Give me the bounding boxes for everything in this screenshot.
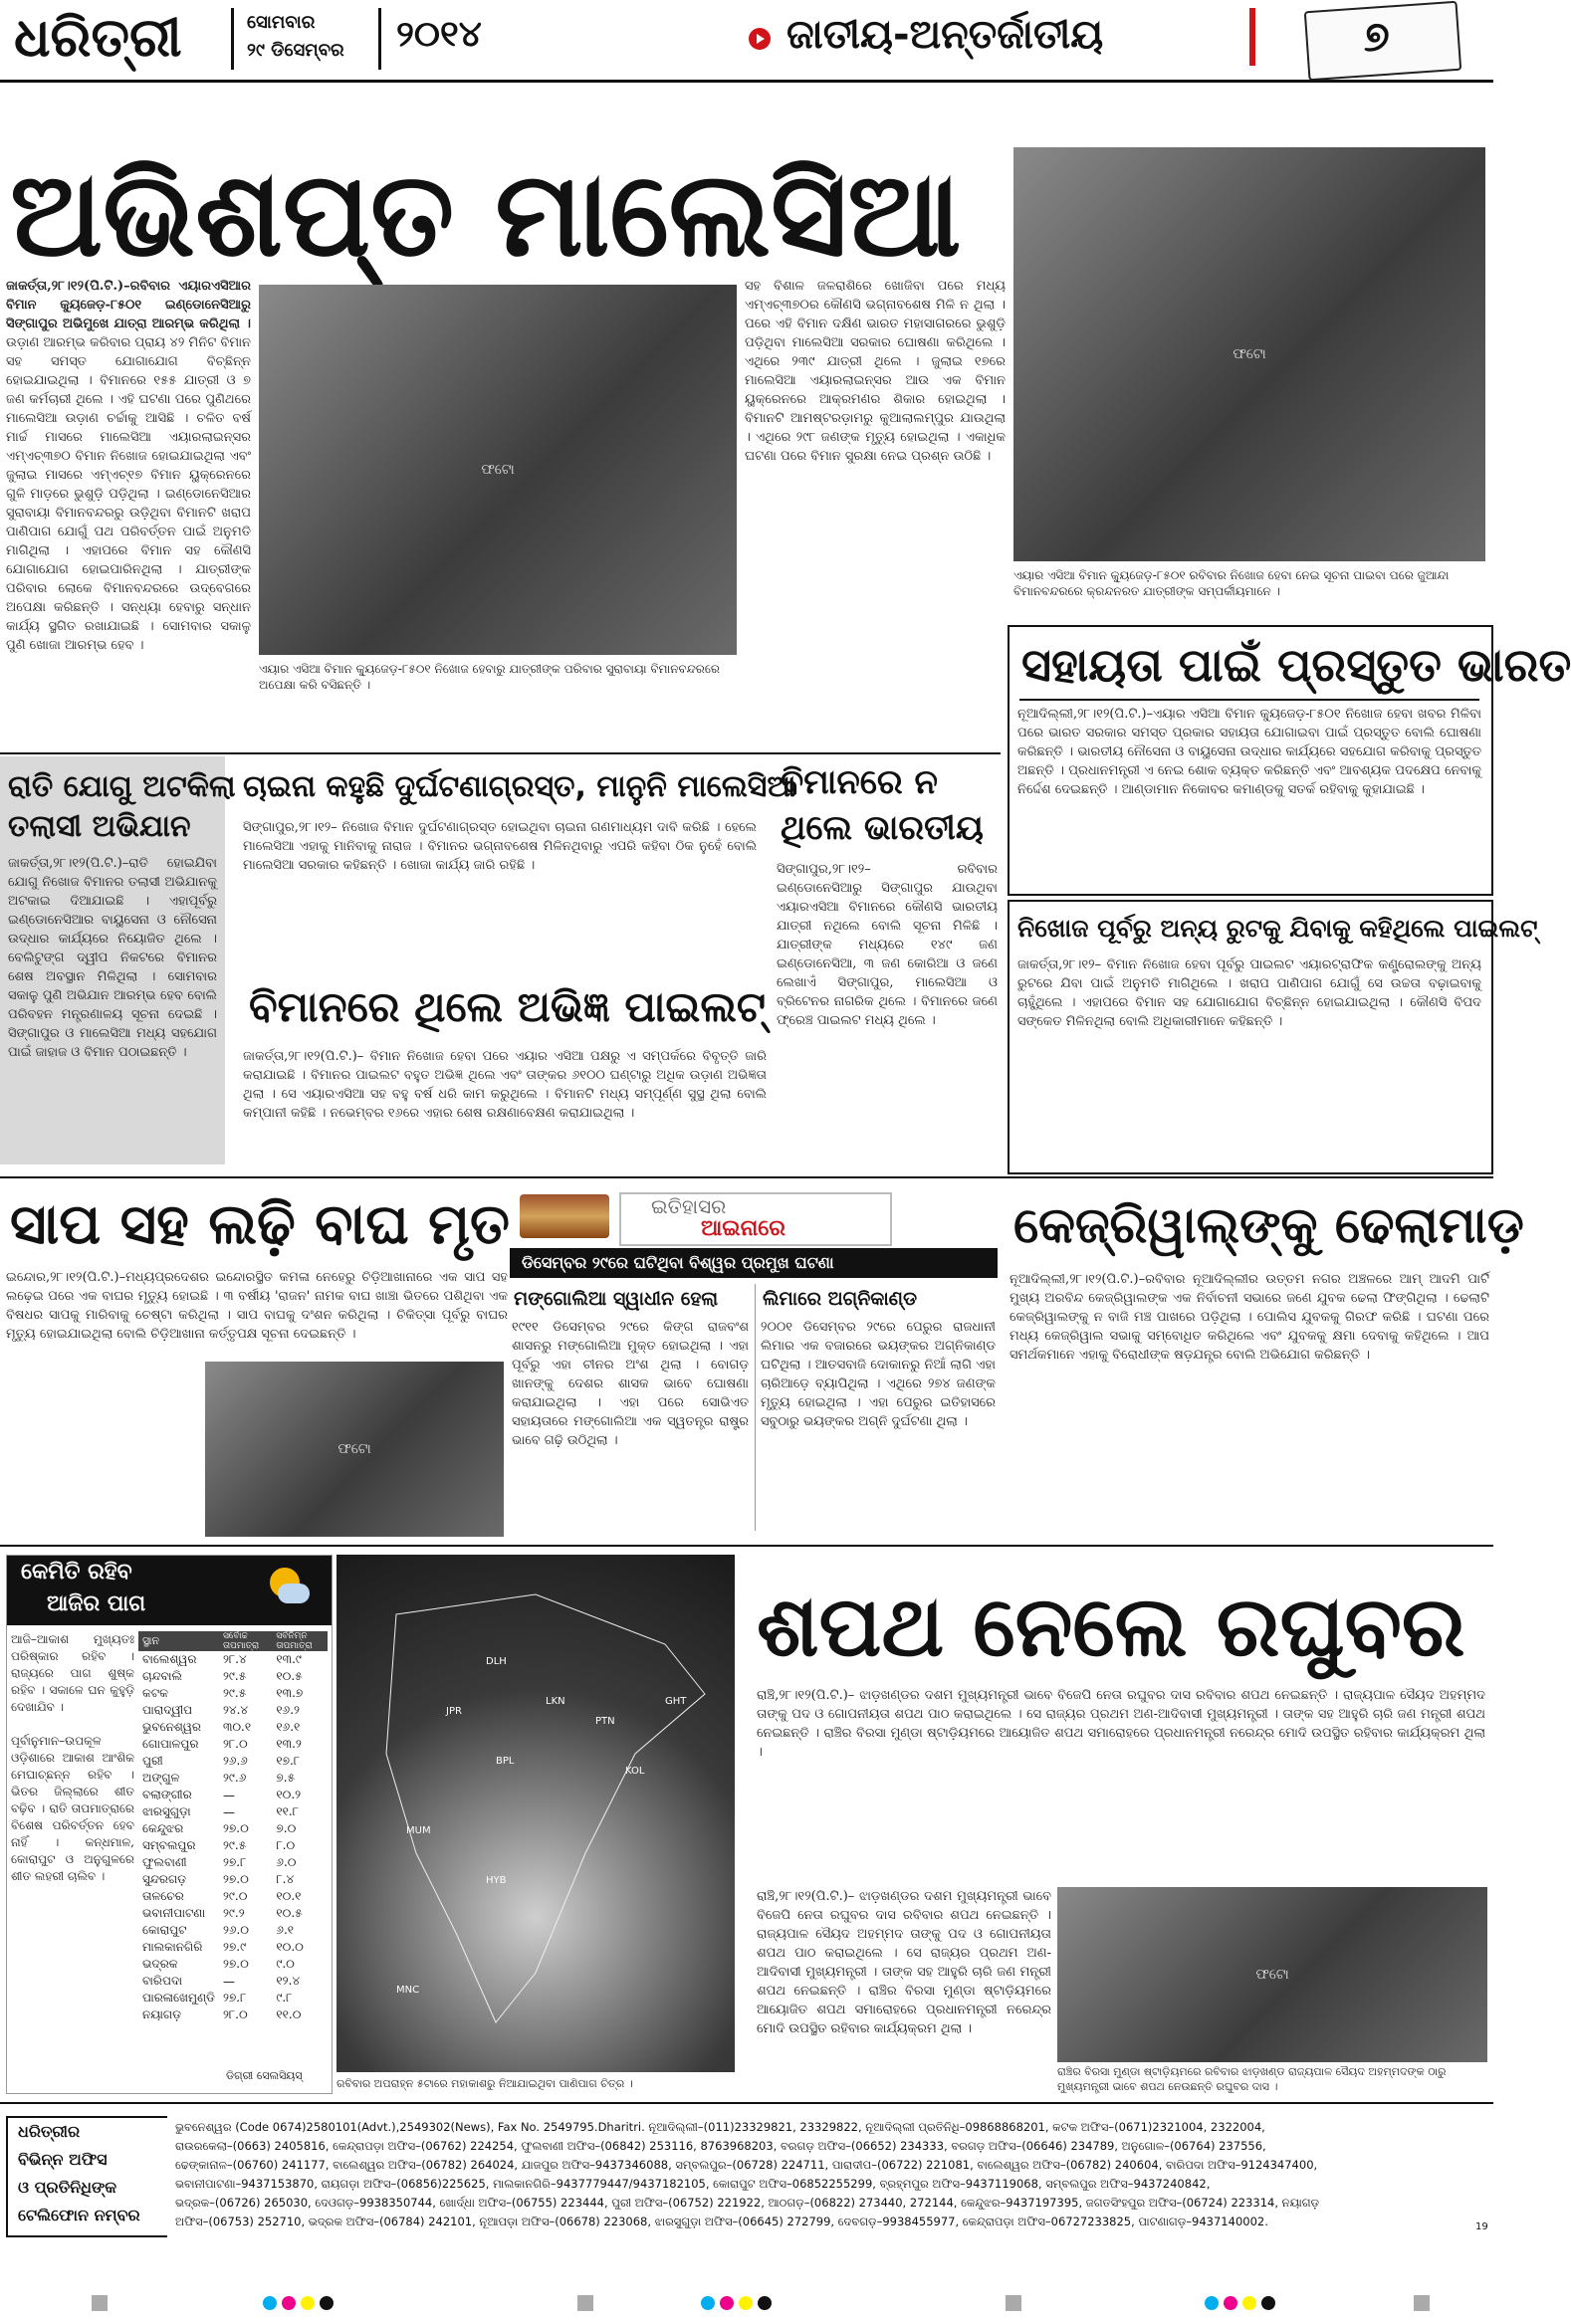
masthead (0, 0, 1493, 82)
weather-row (138, 1905, 328, 1922)
no-indians-headline-2: ଥିଲେ ଭାରତୀୟ (781, 808, 984, 848)
weather-max: ୩୦.୧ (222, 1720, 252, 1734)
tiger-headline: ସାପ ସହ ଲଢ଼ି ବାଘ ମୃତ (10, 1192, 510, 1257)
history-banner (619, 1192, 892, 1246)
lead-headline: ଅଭିଶପ୍ତ ମାଲେସିଆ (10, 145, 962, 283)
weather-min: ୧୧.୦ (276, 2007, 302, 2021)
weather-min: ୧୦.୨ (276, 1788, 302, 1801)
weather-min: ୧୦.୫ (276, 1906, 303, 1920)
footer-title-1: ଧରିତ୍ରୀର (18, 2122, 81, 2141)
section-title: ଜାତୀୟ-ଅନ୍ତର୍ଜାତୀୟ (786, 12, 1104, 58)
lead-photo-caption: ଏୟାର ଏସିଆ ବିମାନ କ୍ୟୁଜେଡ଼-୮୫୦୧ ନିଖୋଜ ହେବାରୁ ଯାତ୍ରୀଙ୍କ ପରିବାର ସୁରାବାୟା ବିମାନବନ୍ଦରରେ ଅପେକ୍ଷା କରି ବସିଛନ୍ତି । (259, 662, 720, 692)
weather-max: — (222, 1804, 235, 1819)
footer-page-no: 19 (1475, 2221, 1488, 2232)
satellite-map (337, 1555, 735, 2072)
weather-max: ୨୮.୦ (222, 2007, 248, 2021)
lead-photo-passengers (259, 285, 737, 655)
pilot-headline: ବିମାନରେ ଥିଲେ ଅଭିଜ୍ଞ ପାଇଲଟ୍ (249, 982, 767, 1031)
weather-forecast-outlook: ପୂର୍ବାନୁମାନ–ଉପକୂଳ ଓଡ଼ିଶାରେ ଆକାଶ ଆଂଶିକ ମେଘାଚ୍ଛନ୍ନ ରହିବ । ଭିତର ଜିଲ୍ଲାରେ ଶୀତ ବଢ଼ିବ । ରାତି ତାପମାତ୍ରାରେ ବିଶେଷ ପରିବର୍ତ୍ତନ ହେବ ନାହିଁ । କନ୍ଧମାଳ, କୋରାପୁଟ ଓ ଅନୁଗୁଳରେ ଶୀତ ଲହରୀ ଚାଲିବ । (11, 1734, 134, 1883)
play-icon (749, 28, 771, 50)
weather-title-1: କେମିତି ରହିବ (21, 1560, 132, 1585)
history-banner-bottom: ଆଇନାରେ (701, 1216, 786, 1241)
tiger-photo (205, 1362, 504, 1537)
sun-cloud-icon (264, 1566, 310, 1611)
weather-min: ୧୧.୮ (276, 1804, 299, 1818)
weather-min: ୬.୧ (276, 1923, 295, 1937)
weather-max: ୨୭.୮ (222, 1855, 247, 1869)
weather-row (138, 1651, 328, 1668)
weather-max: ୨୯.୨ (222, 1906, 245, 1920)
weather-place: ଭୁବନେଶ୍ୱର (142, 1720, 201, 1734)
footer-title-4: ଟେଲିଫୋନ ନମ୍ବର (18, 2206, 140, 2224)
weather-col-min: ସର୍ବନିମ୍ନ ତାପମାତ୍ରା (272, 1631, 328, 1651)
weather-place: ଗୋପାଳପୁର (142, 1737, 199, 1751)
pilot-body: ଜାକର୍ତ୍ତା,୨୮।୧୨(ପି.ଟି.)– ବିମାନ ନିଖୋଜ ହେବା ପରେ ଏୟାର ଏସିଆ ପକ୍ଷରୁ ଏ ସମ୍ପର୍କରେ ବିବୃତ୍ତି ଜାରି କରାଯାଇଛି । ବିମାନର ପାଇଲଟ ବହୁତ ଅଭିଜ୍ଞ ଥିଲେ ଏବଂ ତାଙ୍କର ୬୧୦୦ ଘଣ୍ଟାରୁ ଅଧିକ ଉଡ଼ାଣ ଅଭିଜ୍ଞତା ଥିଲା । ସେ ଏୟାରଏସିଆ ସହ ବହୁ ବର୍ଷ ଧରି କାମ କରୁଥିଲେ । ବିମାନଟି ମଧ୍ୟ ସମ୍ପୂର୍ଣ୍ଣ ସୁସ୍ଥ ଥିଲା ବୋଲି କମ୍ପାନୀ କହିଛି । ନଭେମ୍ବର ୧୬ରେ ଏହାର ଶେଷ ରକ୍ଷଣାବେକ୍ଷଣ କରାଯାଇଥିଲା । (243, 1049, 767, 1121)
footer-contacts (0, 2112, 1493, 2237)
footer-contact-line: ଭୁବନେଶ୍ୱର (Code 0674)2580101(Advt.),2549302(News), Fax No. 2549795.Dharitri. ନୂଆଦିଲ୍ଲୀ–(011)23329821, 23329822, ନୂଆଦିଲ୍ଲୀ ପ୍ରତିନିଧି–09868868201, କଟକ ଅଫିସ–(0671)2321004, 2322004, (175, 2120, 1265, 2134)
weather-max: ୨୭.୦ (222, 1872, 249, 1886)
weather-max: ୨୭.୮ (222, 1991, 247, 2005)
history-subtitle: ଡିସେମ୍ବର ୨୯ରେ ଘଟିଥିବା ବିଶ୍ୱର ପ୍ରମୁଖ ଘଟଣା (510, 1248, 998, 1278)
weather-min: ୧୩.୭ (276, 1686, 304, 1700)
weather-row (138, 1753, 328, 1770)
oath-body-left (757, 1887, 1051, 2094)
weather-unit-note: ଡିଗ୍ରୀ ସେଲସିୟସ୍ (226, 2069, 303, 2082)
weather-row (138, 2007, 328, 2023)
weather-place: ତାଳଚେର (142, 1889, 184, 1903)
oath-body: ରାଞ୍ଚି,୨୮।୧୨(ପି.ଟି.)– ଝାଡ଼ଖଣ୍ଡର ଦଶମ ମୁଖ୍ୟମନ୍ତ୍ରୀ ଭାବେ ବିଜେପି ନେତା ରଘୁବର ଦାସ ରବିବାର ଶପଥ ନେଇଛନ୍ତି । ରାଜ୍ୟପାଳ ସୈୟଦ ଅହମ୍ମଦ ତାଙ୍କୁ ପଦ ଓ ଗୋପନୀୟତା ଶପଥ ପାଠ କରାଇଥିଲେ । ସେ ରାଜ୍ୟର ପ୍ରଥମ ଅଣ-ଆଦିବାସୀ ମୁଖ୍ୟମନ୍ତ୍ରୀ । ତାଙ୍କ ସହ ଆହୁରି ଚାରି ଜଣ ମନ୍ତ୍ରୀ ଶପଥ ନେଇଛନ୍ତି । ରାଞ୍ଚିର ବିରସା ମୁଣ୍ଡା ଷ୍ଟାଡ଼ିୟମରେ ଆୟୋଜିତ ଶପଥ ସମାରୋହରେ ପ୍ରଧାନମନ୍ତ୍ରୀ ନରେନ୍ଦ୍ର ମୋଦି ଉପସ୍ଥିତ ରହିବାର କାର୍ଯ୍ୟକ୍ରମ ଥିଲା । (757, 1688, 1485, 1760)
weather-max: — (222, 1974, 235, 1989)
pilot-route-headline: ନିଖୋଜ ପୂର୍ବରୁ ଅନ୍ୟ ରୁଟକୁ ଯିବାକୁ କହିଥିଲେ ପାଇଲଟ୍ (1017, 914, 1538, 943)
weather-row (138, 1668, 328, 1685)
weather-max: ୨୯.୬ (222, 1771, 247, 1785)
lead-body: ଉଡ଼ାଣ ଆରମ୍ଭ କରିବାର ପ୍ରାୟ ୪୨ ମିନିଟ ବିମାନ ସହ ସମସ୍ତ ଯୋଗାଯୋଗ ବିଚ୍ଛିନ୍ନ ହୋଇଯାଇଥିଲା । ବିମାନରେ ୧୫୫ ଯାତ୍ରୀ ଓ ୭ ଜଣ କର୍ମଚାରୀ ଥିଲେ । ଏହି ଘଟଣା ପରେ ପୁଣିଥରେ ମାଲେସିଆ ଉଡ଼ାଣ ଚର୍ଚ୍ଚାକୁ ଆସିଛି । ଚଳିତ ବର୍ଷ ମାର୍ଚ୍ଚ ମାସରେ ମାଲେସିଆ ଏୟାରଲାଇନ୍ସର ଏମ୍ଏଚ୍୩୭୦ ବିମାନ ନିଖୋଜ ହୋଇଯାଇଥିଲା ଏବଂ ଜୁଲାଇ ମାସରେ ଏମ୍ଏଚ୍୧୭ ବିମାନ ୟୁକ୍ରେନରେ ଗୁଳି ମାଡ଼ରେ ଭୁଶୁଡ଼ି ପଡ଼ିଥିଲା । ଇଣ୍ଡୋନେସିଆର ସୁରାବାୟା ବିମାନବନ୍ଦରରୁ ଉଡ଼ିଥିବା ବିମାନଟି ଖରାପ ପାଣିପାଗ ଯୋଗୁଁ ପଥ ପରିବର୍ତ୍ତନ ପାଇଁ ଅନୁମତି ମାଗିଥିଲା । ଏହାପରେ ବିମାନ ସହ କୌଣସି ଯୋଗାଯୋଗ ହୋଇପାରିନଥିଲା । ଯାତ୍ରୀଙ୍କ ପରିବାର ଲୋକେ ବିମାନବନ୍ଦରରେ ଉଦ୍‌ବେଗରେ ଅପେକ୍ଷା କରିଛନ୍ତି । ସନ୍ଧ୍ୟା ହେବାରୁ ସନ୍ଧାନ କାର୍ଯ୍ୟ ସ୍ଥଗିତ ରଖାଯାଇଛି । ସୋମବାର ସକାଳୁ ପୁଣି ଖୋଜା ଆରମ୍ଭ ହେବ । (6, 335, 251, 653)
footer-contact-line: ଭଦ୍ରକ–(06726) 265030, ଦେଓଗଡ଼–9938350744, ଖୋର୍ଦ୍ଧା ଅଫିସ–(06755) 223444, ପୁରୀ ଅଫିସ–(06752) 221922, ଆଠଗଡ଼–(06822) 273440, 272144, କେନ୍ଦୁଝର–9437197395, ଜଗତସିଂହପୁର ଅଫିସ–(06724) 223314, ନୟାଗଡ଼ (175, 2196, 1320, 2210)
footer-title-box (6, 2116, 167, 2237)
footer-contact-line: ଅଫିସ–(06753) 252710, ଭଦ୍ରକ ଅଫିସ–(06784) 242101, ନୂଆପଡ଼ା ଅଫିସ–(06678) 223068, ଝାରସୁଗୁଡ଼ା ଅଫିସ–(06645) 272799, ଦେବଗଡ଼–9938455977, କେନ୍ଦ୍ରାପଡ଼ା ଅଫିସ–06727233825, ପାଟଣାଗଡ଼–9437140002. (175, 2215, 1268, 2228)
weather-title-bar (7, 1556, 332, 1625)
map-city-label: MNC (396, 1985, 420, 1996)
footer-contact-line: ରାଉରକେଲା–(0663) 2405816, କେନ୍ଦ୍ରାପଡ଼ା ଅଫିସ–(06762) 224254, ଫୁଲବାଣୀ ଅଫିସ–(06842) 253116, 8763968203, ବରଗଡ଼ ଅଫିସ–(06652) 234333, ବରଗଡ଼ ଅଫିସ–(06646) 234789, ଅନୁଗୋଳ–(06764) 237556, (175, 2139, 1266, 2153)
weather-max: ୨୭.୦ (222, 1957, 249, 1971)
lead-dateline: ଜାକର୍ତ୍ତା,୨୮।୧୨(ପି.ଟି.)–ରବିବାର ଏୟାରଏସିଆର ବିମାନ କ୍ୟୁଜେଡ଼-୮୫୦୧ ଇଣ୍ଡୋନେସିଆରୁ ସିଙ୍ଗାପୁର ଅଭିମୁଖେ ଯାତ୍ରା ଆରମ୍ଭ କରିଥିଲା । (6, 279, 251, 331)
weather-row (138, 1837, 328, 1854)
weather-place: ପୁରୀ (142, 1754, 163, 1768)
oath-headline: ଶପଥ ନେଲେ ରଘୁବର (757, 1578, 1465, 1675)
weather-max: — (222, 1788, 235, 1802)
weather-place: ଭବାନୀପାଟଣା (142, 1906, 206, 1920)
photo-label: ଫଟୋ (337, 1441, 371, 1457)
no-indians-headline-1: ବିମାନରେ ନ (781, 762, 938, 802)
weather-row (138, 1685, 328, 1702)
history-banner-top: ଇତିହାସର (651, 1194, 727, 1218)
weather-place: ଝାରସୁଗୁଡ଼ା (142, 1804, 191, 1818)
weather-min: ୭.୫ (276, 1771, 296, 1785)
weather-max: ୨୯.୫ (222, 1669, 247, 1683)
map-city-label: PTN (595, 1716, 615, 1727)
weather-max: ୨୮.୪ (222, 1652, 247, 1666)
weather-row (138, 1803, 328, 1820)
registration-marks (0, 2289, 1493, 2319)
weather-max: ୨୭.୯ (222, 1940, 247, 1954)
no-indians-body: ସିଙ୍ଗାପୁର,୨୮।୧୨– ରବିବାର ଇଣ୍ଡୋନେସିଆରୁ ସିଙ୍ଗାପୁର ଯାଉଥିବା ଏୟାରଏସିଆ ବିମାନରେ କୌଣସି ଭାରତୀୟ ଯାତ୍ରୀ ନଥିଲେ ବୋଲି ସୂଚନା ମିଳିଛି । ଯାତ୍ରୀଙ୍କ ମଧ୍ୟରେ ୧୪୯ ଜଣ ଇଣ୍ଡୋନେସିଆ, ୩ ଜଣ କୋରିଆ ଓ ଜଣେ ଲେଖାଏଁ ସିଙ୍ଗାପୁର, ମାଲେସିଆ ଓ ବ୍ରିଟେନର ନାଗରିକ ଥିଲେ । ବିମାନରେ ଜଣେ ଫ୍ରେଞ୍ଚ ପାଇଲଟ ମଧ୍ୟ ଥିଲେ । (777, 862, 998, 1028)
history-box (510, 1186, 998, 1537)
history-item-1-headline: ମଙ୍ଗୋଲିଆ ସ୍ୱାଧୀନ ହେଲା (514, 1288, 719, 1310)
weather-forecast (11, 1631, 134, 2085)
weather-place: କଟକ (142, 1686, 169, 1700)
weather-title-2: ଆଜିର ପାଗ (47, 1591, 146, 1616)
weather-place: ସମ୍ବଲପୁର (142, 1838, 196, 1852)
oath-photo (1057, 1887, 1487, 2062)
weather-min: ୧୦.୧ (276, 1889, 302, 1903)
weather-row (138, 1922, 328, 1939)
footer-title-3: ଓ ପ୍ରତିନିଧିଙ୍କ (18, 2178, 117, 2197)
oath-body-continued: ରାଞ୍ଚି,୨୮।୧୨(ପି.ଟି.)– ଝାଡ଼ଖଣ୍ଡର ଦଶମ ମୁଖ୍ୟମନ୍ତ୍ରୀ ଭାବେ ବିଜେପି ନେତା ରଘୁବର ଦାସ ରବିବାର ଶପଥ ନେଇଛନ୍ତି । ରାଜ୍ୟପାଳ ସୈୟଦ ଅହମ୍ମଦ ତାଙ୍କୁ ପଦ ଓ ଗୋପନୀୟତା ଶପଥ ପାଠ କରାଇଥିଲେ । ସେ ରାଜ୍ୟର ପ୍ରଥମ ଅଣ-ଆଦିବାସୀ ମୁଖ୍ୟମନ୍ତ୍ରୀ । ତାଙ୍କ ସହ ଆହୁରି ଚାରି ଜଣ ମନ୍ତ୍ରୀ ଶପଥ ନେଇଛନ୍ତି । ରାଞ୍ଚିର ବିରସା ମୁଣ୍ଡା ଷ୍ଟାଡ଼ିୟମରେ ଆୟୋଜିତ ଶପଥ ସମାରୋହରେ ପ୍ରଧାନମନ୍ତ୍ରୀ ନରେନ୍ଦ୍ର ମୋଦି ଉପସ୍ଥିତ ରହିବାର କାର୍ଯ୍ୟକ୍ରମ ଥିଲା । (757, 1889, 1051, 2036)
weather-min: ୯.୮ (276, 1991, 293, 2005)
china-body: ସିଙ୍ଗାପୁର,୨୮।୧୨– ନିଖୋଜ ବିମାନ ଦୁର୍ଘଟଣାଗ୍ରସ୍ତ ହୋଇଥିବା ଚାଇନା ଗଣମାଧ୍ୟମ ଦାବି କରିଛି । ହେଲେ ମାଲେସିଆ ଏହାକୁ ମାନିବାକୁ ନାରାଜ । ବିମାନର ଭଗ୍ନାବଶେଷ ମିଳିନଥିବାରୁ ଏପରି କହିବା ଠିକ ନୁହେଁ ବୋଲି ମାଲେସିଆ ସରକାର କହିଛନ୍ତି । ଖୋଜା କାର୍ଯ୍ୟ ଜାରି ରହିଛି । (243, 820, 757, 873)
oath-photo-caption: ରାଞ୍ଚିର ବିରସା ମୁଣ୍ଡା ଷ୍ଟାଡ଼ିୟମରେ ରବିବାର ଝାଡ଼ଖଣ୍ଡ ରାଜ୍ୟପାଳ ସୈୟଦ ଅହମ୍ମଦଙ୍କ ଠାରୁ ମୁଖ୍ୟମନ୍ତ୍ରୀ ଭାବେ ଶପଥ ନେଉଛନ୍ତି ରଘୁବର ଦାସ । (1057, 2065, 1447, 2093)
weather-forecast-today: ଆଜି–ଆକାଶ ମୁଖ୍ୟତଃ ପରିଷ୍କାର ରହିବ । ରାଜ୍ୟରେ ପାଗ ଶୁଷ୍କ ରହିବ । ସକାଳେ ଘନ କୁହୁଡ଼ି ଦେଖାଯିବ । (11, 1632, 134, 1714)
weather-min: ୧୩.୨ (276, 1737, 302, 1751)
weather-table (138, 1631, 328, 2023)
map-city-label: BPL (496, 1756, 515, 1767)
weather-max: ୨୯.୫ (222, 1838, 247, 1852)
footer-title-2: ବିଭିନ୍ନ ଅଫିସ (18, 2150, 108, 2169)
search-halted-headline-1: ରାତି ଯୋଗୁ ଅଟକିଲା (8, 769, 236, 804)
page-number: ୭ (1364, 12, 1390, 61)
weather-max: ୨୮.୦ (222, 1737, 248, 1751)
weather-min: ୬.୦ (276, 1855, 297, 1869)
map-city-label: MUM (406, 1825, 431, 1836)
map-city-label: GHT (665, 1696, 687, 1707)
photo-label: ଫଟୋ (1233, 346, 1266, 362)
photo-label: ଫଟୋ (481, 462, 515, 478)
weather-place: ଫୁଲବାଣୀ (142, 1855, 187, 1869)
map-city-label: DLH (486, 1656, 507, 1667)
weather-row (138, 1736, 328, 1753)
weather-min: ୭.୦ (276, 1821, 297, 1835)
search-halted-body: ଜାକର୍ତ୍ତା,୨୮।୧୨(ପି.ଟି.)–ରାତି ହୋଇଯିବା ଯୋଗୁ ନିଖୋଜ ବିମାନର ତଲାସୀ ଅଭିଯାନକୁ ଅଟକାଇ ଦିଆଯାଇଛି । ଏହାପୂର୍ବରୁ ଇଣ୍ଡୋନେସିଆର ବାୟୁସେନା ଓ ନୌସେନା ଉଦ୍ଧାର କାର୍ଯ୍ୟରେ ନିୟୋଜିତ ଥିଲେ । ବେଲିଟୁଙ୍ଗ ଦ୍ୱୀପ ନିକଟରେ ବିମାନର ଶେଷ ଅବସ୍ଥାନ ମିଳିଥିଲା । ସୋମବାର ସକାଳୁ ପୁଣି ଅଭିଯାନ ଆରମ୍ଭ ହେବ ବୋଲି ପରିବହନ ମନ୍ତ୍ରଣାଳୟ ସୂଚନା ଦେଇଛି । ସିଙ୍ଗାପୁର ଓ ମାଲେସିଆ ମଧ୍ୟ ସହଯୋଗ ପାଇଁ ଜାହାଜ ଓ ବିମାନ ପଠାଇଛନ୍ତି । (8, 856, 217, 1060)
newspaper-logo: ଧରିତ୍ରୀ (14, 6, 182, 69)
search-halted-panel (0, 756, 236, 1164)
weather-place: ନୟାଗଡ଼ (142, 2007, 182, 2021)
china-headline: ଚାଇନା କହୁଛି ଦୁର୍ଘଟଣାଗ୍ରସ୍ତ, ମାନୁନି ମାଲେସିଆ (243, 769, 796, 804)
weather-max: ୨୭.୦ (222, 1821, 249, 1835)
weather-min: ୧୨.୪ (276, 1974, 301, 1988)
footer-lines (175, 2118, 1487, 2231)
pilot-route-box (1008, 900, 1538, 1174)
weather-row (138, 1888, 328, 1905)
weather-min: ୧୦.୦ (276, 1940, 304, 1954)
lead-photo2-caption: ଏୟାର ଏସିଆ ବିମାନ କ୍ୟୁଜେଡ଼-୮୫୦୧ ରବିବାର ନିଖୋଜ ହେବା ନେଇ ସୂଚନା ପାଇବା ପରେ ଜୁଆନ୍ଦା ବିମାନବନ୍ଦରରେ କ୍ରନ୍ଦନରତ ଯାତ୍ରୀଙ୍କ ସମ୍ପର୍କୀୟମାନେ । (1013, 568, 1450, 598)
issue-year: ୨୦୧୪ (396, 14, 482, 55)
weekday: ସୋମବାର (247, 12, 316, 33)
weather-place: ଚାନ୍ଦବାଲି (142, 1669, 182, 1683)
india-help-headline: ସହାୟତା ପାଇଁ ପ୍ରସ୍ତୁତ ଭାରତ (1021, 638, 1571, 692)
weather-place: ବାଲେଶ୍ୱର (142, 1652, 197, 1666)
map-city-label: JPR (446, 1706, 462, 1717)
weather-row (138, 1854, 328, 1871)
section-accent-bar (1249, 8, 1255, 66)
weather-row (138, 1770, 328, 1787)
weather-row (138, 1719, 328, 1736)
lead-photo-couple (1013, 147, 1485, 561)
weather-col-place: ସ୍ଥାନ (138, 1631, 219, 1651)
weather-row (138, 1973, 328, 1990)
map-city-label: HYB (486, 1875, 507, 1886)
weather-place: କୋରାପୁଟ (142, 1923, 187, 1937)
issue-date: ୨୯ ଡିସେମ୍ବର (247, 40, 344, 61)
photo-label: ଫଟୋ (1255, 1967, 1289, 1983)
pilot-route-body: ଜାକର୍ତ୍ତା,୨୮।୧୨– ବିମାନ ନିଖୋଜ ହେବା ପୂର୍ବରୁ ପାଇଲଟ ଏୟାରଟ୍ରାଫିକ କଣ୍ଟ୍ରୋଲଙ୍କୁ ଅନ୍ୟ ରୁଟରେ ଯିବା ପାଇଁ ଅନୁମତି ମାଗିଥିଲେ । ଖରାପ ପାଣିପାଗ ଯୋଗୁଁ ସେ ଉଚ୍ଚତା ବଢ଼ାଇବାକୁ ଚାହୁଁଥିଲେ । ଏହାପରେ ବିମାନ ସହ ଯୋଗାଯୋଗ ବିଚ୍ଛିନ୍ନ ହୋଇଯାଇଥିଲା । କୌଣସି ବିପଦ ସଙ୍କେତ ମିଳିନଥିଲା ବୋଲି ଅଧିକାରୀମାନେ କହିଛନ୍ତି । (1017, 957, 1481, 1029)
weather-panel (6, 1555, 333, 2094)
weather-row (138, 1871, 328, 1888)
weather-min: ୧୦.୫ (276, 1669, 303, 1683)
weather-max: ୨୯.୦ (222, 1889, 248, 1903)
weather-max: ୨୯.୫ (222, 1686, 247, 1700)
kejriwal-body: ନୂଆଦିଲ୍ଲୀ,୨୮।୧୨(ପି.ଟି.)–ରବିବାର ନୂଆଦିଲ୍ଲୀର ଉତ୍ତମ ନଗର ଅଞ୍ଚଳରେ ଆମ୍ ଆଦମି ପାର୍ଟି ମୁଖ୍ୟ ଅରବିନ୍ଦ କେଜ୍‌ରିୱାଲଙ୍କ ଏକ ନିର୍ବାଚନୀ ସଭାରେ ଜଣେ ଯୁବକ ଢେଲା ଫିଙ୍ଗିଥିଲା । ଢେଲାଟି କେଜ୍‌ରିୱାଲଙ୍କୁ ନ ବାଜି ମଞ୍ଚ ପାଖରେ ପଡ଼ିଥିଲା । ପୋଲିସ ଯୁବକକୁ ଗିରଫ କରିଛି । ଘଟଣା ପରେ ମଧ୍ୟ କେଜ୍‌ରିୱାଲ ସଭାକୁ ସମ୍ବୋଧିତ କରିଥିଲେ ଏବଂ ଯୁବକକୁ କ୍ଷମା ଦେବାକୁ କହିଥିଲେ । ଆପ ସମର୍ଥକମାନେ ଏହାକୁ ବିରୋଧୀଙ୍କ ଷଡ଼ଯନ୍ତ୍ର ବୋଲି ଅଭିଯୋଗ କରିଛନ୍ତି । (1010, 1272, 1489, 1363)
footer-contact-line: ଢେଙ୍କାନାଳ–(06760) 241177, ବାଲେଶ୍ୱର ଅଫିସ–(06782) 264024, ଯାଜପୁର ଅଫିସ–9437346088, ସମ୍ବଲପୁର–(06728) 224711, ପାରାଦୀପ–(06722) 221081, ବାଲେଶ୍ୱର ଅଫିସ–(06782) 240604, ବାରିପଦା ଅଫିସ–9124347400, (175, 2158, 1318, 2172)
weather-row (138, 1702, 328, 1719)
weather-min: ୧୩.୯ (276, 1652, 302, 1666)
weather-place: ମାଲକାନଗିରି (142, 1940, 203, 1954)
weather-place: ପାରାଦ୍ୱୀପ (142, 1703, 193, 1717)
weather-row (138, 1956, 328, 1973)
books-icon (520, 1194, 609, 1238)
tiger-body: ଇନ୍ଦୋର,୨୮।୧୨(ପି.ଟି.)–ମଧ୍ୟପ୍ରଦେଶର ଇନ୍ଦୋରସ୍ଥିତ କମଳା ନେହେରୁ ଚିଡ଼ିଆଖାନାରେ ଏକ ସାପ ସହ ଲଢ଼େଇ ପରେ ଏକ ବାଘର ମୃତ୍ୟୁ ହୋଇଛି । ୩ ବର୍ଷୀୟ 'ରାଜନ' ନାମକ ବାଘ ଖାଞ୍ଚା ଭିତରେ ପଶିଥିବା ଏକ ବିଷଧର ସାପକୁ ମାରିବାକୁ ଚେଷ୍ଟା କରିଥିଲା । ସାପ ବାଘକୁ ଦଂଶନ କରିଥିଲା । ଚିକିତ୍ସା ପୂର୍ବରୁ ବାଘର ମୃତ୍ୟୁ ହୋଇଯାଇଥିଲା ବୋଲି ଚିଡ଼ିଆଖାନା କର୍ତ୍ତୃପକ୍ଷ ସୂଚନା ଦେଇଛନ୍ତି । (6, 1270, 508, 1342)
weather-place: ବଲାଙ୍ଗୀର (142, 1788, 192, 1801)
satellite-map-caption: ରବିବାର ଅପରାହ୍ନ ୫ଟାରେ ମହାକାଶରୁ ନିଆଯାଇଥିବା ପାଣିପାଗ ଚିତ୍ର । (337, 2077, 633, 2090)
india-outline (386, 1594, 705, 2022)
weather-max: ୨୬.୦ (222, 1923, 249, 1937)
weather-col-max: ସର୍ବୋଚ୍ଚ ତାପମାତ୍ରା (219, 1631, 272, 1651)
weather-place: ଭଦ୍ରକ (142, 1957, 178, 1971)
footer-contact-line: ଭବାନୀପାଟଣା–9437153870, ରାୟଗଡ଼ା ଅଫିସ–(06856)225625, ମାଲକାନଗିରି–9437779447/9437182105, କୋରାପୁଟ ଅଫିସ–06852255299, ବ୍ରହ୍ମପୁର ଅଫିସ–9437119068, ସମ୍ବଲପୁର ଅଫିସ–9437240842, (175, 2177, 1211, 2191)
weather-row (138, 1787, 328, 1803)
weather-min: ୮.୦ (276, 1838, 296, 1852)
weather-place: ଅଙ୍ଗୁଳ (142, 1771, 180, 1785)
weather-place: କେନ୍ଦୁଝର (142, 1821, 184, 1835)
weather-min: ୧୬.୨ (276, 1703, 300, 1717)
weather-max: ୨୪.୪ (222, 1703, 249, 1717)
weather-place: ସୁନ୍ଦରଗଡ଼ (142, 1872, 187, 1886)
weather-row (138, 1939, 328, 1956)
weather-row (138, 1990, 328, 2007)
weather-max: ୨୬.୬ (222, 1754, 248, 1768)
history-item-1-body: ୧୯୧୧ ଡିସେମ୍ବର ୨୯ରେ କିଙ୍ଗ ରାଜବଂଶ ଶାସନରୁ ମଙ୍ଗୋଲିଆ ମୁକ୍ତ ହୋଇଥିଲା । ଏହା ପୂର୍ବରୁ ଏହା ଚୀନର ଅଂଶ ଥିଲା । ବୋଗଡ଼ ଖାନଙ୍କୁ ଦେଶର ଶାସକ ଭାବେ ଘୋଷଣା କରାଯାଇଥିଲା । ଏହା ପରେ ସୋଭିଏତ ସହାୟତାରେ ମଙ୍ଗୋଲିଆ ଏକ ସ୍ୱତନ୍ତ୍ର ରାଷ୍ଟ୍ର ଭାବେ ଗଢ଼ି ଉଠିଥିଲା । (512, 1320, 749, 1448)
kejriwal-headline: କେଜ୍‌ରିୱାଲ୍‌ଙ୍କୁ ଢେଲାମାଡ଼ (1013, 1196, 1524, 1254)
search-halted-headline-2: ତଲାସୀ ଅଭିଯାନ (8, 809, 191, 844)
history-item-2-headline: ଲିମାରେ ଅଗ୍ନିକାଣ୍ଡ (763, 1288, 918, 1310)
weather-min: ୧୭.୮ (276, 1754, 301, 1768)
weather-place: ପାରଳାଖେମୁଣ୍ଡି (142, 1991, 215, 2005)
history-item-2-body: ୨୦୦୧ ଡିସେମ୍ବର ୨୯ରେ ପେରୁର ରାଜଧାନୀ ଲିମାର ଏକ ବଜାରରେ ଭୟଙ୍କର ଅଗ୍ନିକାଣ୍ଡ ଘଟିଥିଲା । ଆତସବାଜି ଦୋକାନରୁ ନିଆଁ ଲାଗି ଏହା ଚାରିଆଡ଼େ ବ୍ୟାପିଥିଲା । ଏଥିରେ ୨୭୪ ଜଣଙ୍କ ମୃତ୍ୟୁ ହୋଇଥିଲା । ଏହା ପେରୁର ଇତିହାସରେ ସବୁଠାରୁ ଭୟଙ୍କର ଅଗ୍ନି ଦୁର୍ଘଟଣା ଥିଲା । (761, 1320, 996, 1429)
india-help-body: ନୂଆଦିଲ୍ଲୀ,୨୮।୧୨(ପି.ଟି.)–ଏୟାର ଏସିଆ ବିମାନ କ୍ୟୁଜେଡ଼-୮୫୦୧ ନିଖୋଜ ହେବା ଖବର ମିଳିବା ପରେ ଭାରତ ସରକାର ସମସ୍ତ ପ୍ରକାର ସହାୟତା ଯୋଗାଇବା ପାଇଁ ପ୍ରସ୍ତୁତ ବୋଲି ଘୋଷଣା କରିଛନ୍ତି । ଭାରତୀୟ ନୌସେନା ଓ ବାୟୁସେନା ଉଦ୍ଧାର କାର୍ଯ୍ୟରେ ସହଯୋଗ କରିବାକୁ ପ୍ରସ୍ତୁତ ଅଛନ୍ତି । ପ୍ରଧାନମନ୍ତ୍ରୀ ଏ ନେଇ ଶୋକ ବ୍ୟକ୍ତ କରିଛନ୍ତି ଏବଂ ଆବଶ୍ୟକ ପଦକ୍ଷେପ ନେବାକୁ ନିର୍ଦ୍ଦେଶ ଦେଇଛନ୍ତି । ଆଣ୍ଡାମାନ ନିକୋବର କମାଣ୍ଡକୁ ସତର୍କ ରହିବାକୁ କୁହାଯାଇଛି । (1017, 707, 1481, 797)
weather-place: ବାରିପଦା (142, 1974, 182, 1988)
lead-body-continued: ସହ ବିଶାଳ ଜଳରାଶିରେ ଖୋଜିବା ପରେ ମଧ୍ୟ ଏମ୍ଏଚ୍୩୭୦ର କୌଣସି ଭଗ୍ନାବଶେଷ ମିଳି ନ ଥିଲା । ପରେ ଏହି ବିମାନ ଦକ୍ଷିଣ ଭାରତ ମହାସାଗରରେ ଭୁଶୁଡ଼ି ପଡ଼ିଥିବା ମାଲେସିଆ ସରକାର ଘୋଷଣା କରିଥିଲେ । ଏଥିରେ ୨୩୯ ଯାତ୍ରୀ ଥିଲେ । ଜୁଲାଇ ୧୭ରେ ମାଲେସିଆ ଏୟାରଲାଇନ୍ସର ଆଉ ଏକ ବିମାନ ୟୁକ୍ରେନରେ ଆକ୍ରମଣର ଶିକାର ହୋଇଥିଲା । ବିମାନଟି ଆମଷ୍ଟରଡ଼ାମରୁ କୁଆଲାଲମ୍ପୁର ଯାଉଥିଲା । ଏଥିରେ ୨୯୮ ଜଣଙ୍କ ମୃତ୍ୟୁ ହୋଇଥିଲା । ଏକାଧିକ ଘଟଣା ପରେ ବିମାନ ସୁରକ୍ଷା ନେଇ ପ୍ରଶ୍ନ ଉଠିଛି । (745, 279, 1006, 464)
weather-min: ୧୬.୧ (276, 1720, 301, 1734)
india-help-box (1008, 625, 1571, 896)
weather-min: ୯.୦ (276, 1957, 295, 1971)
map-city-label: LKN (546, 1696, 565, 1707)
map-city-label: KOL (625, 1766, 645, 1777)
weather-row (138, 1820, 328, 1837)
weather-min: ୮.୪ (276, 1872, 295, 1886)
